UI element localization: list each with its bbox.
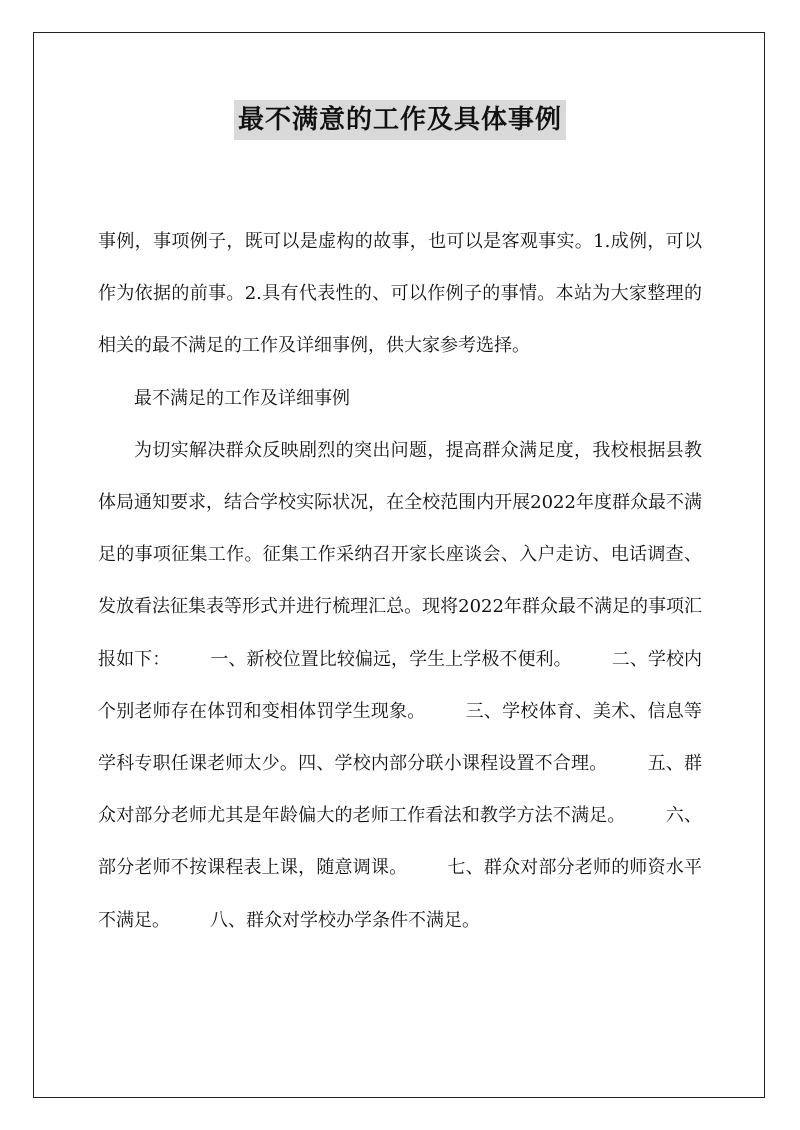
intro-paragraph: 事例，事项例子，既可以是虚构的故事，也可以是客观事实。1.成例，可以作为依据的前事。2.具有代表性的、可以作例子的事情。本站为大家整理的相关的最不满足的工作及详细事例，供大家参考选择。 (98, 231, 702, 357)
list-item: 六、部分老师不按课程表上课，随意调课。 (98, 805, 703, 879)
list-item: 五、群众对部分老师尤其是年龄偏大的老师工作看法和教学方法不满足。 (98, 753, 703, 827)
subheading-paragraph: 最不满足的工作及详细事例 (134, 387, 350, 409)
list-item: 二、学校内个别老师存在体罚和变相体罚学生现象。 (98, 648, 703, 722)
list-item: 一、新校位置比较偏远，学生上学极不便利。 (210, 648, 572, 670)
list-item: 七、群众对部分老师的师资水平不满足。 (98, 857, 703, 931)
list-item: 八、群众对学校办学条件不满足。 (210, 909, 480, 931)
document-body (98, 216, 702, 947)
list-item: 三、学校体育、美术、信息等学科专职任课老师太少。 (98, 700, 702, 775)
document-title: 最不满意的工作及具体事例 (234, 100, 566, 140)
list-item: 四、学校内部分联小课程设置不合理。 (298, 753, 608, 775)
body-paragraph (98, 425, 702, 947)
body-lead-text: 为切实解决群众反映剧烈的突出问题，提高群众满足度，我校根据县教体局通知要求，结合学校实际状况，在全校范围内开展2022年度群众最不满足的事项征集工作。征集工作采纳召开家长座谈会、入户走访、电话调查、发放看法征集表等形式并进行梳理汇总。现将2022年群众最不满足的事项汇报如下： (98, 439, 702, 670)
title-container (0, 100, 800, 140)
